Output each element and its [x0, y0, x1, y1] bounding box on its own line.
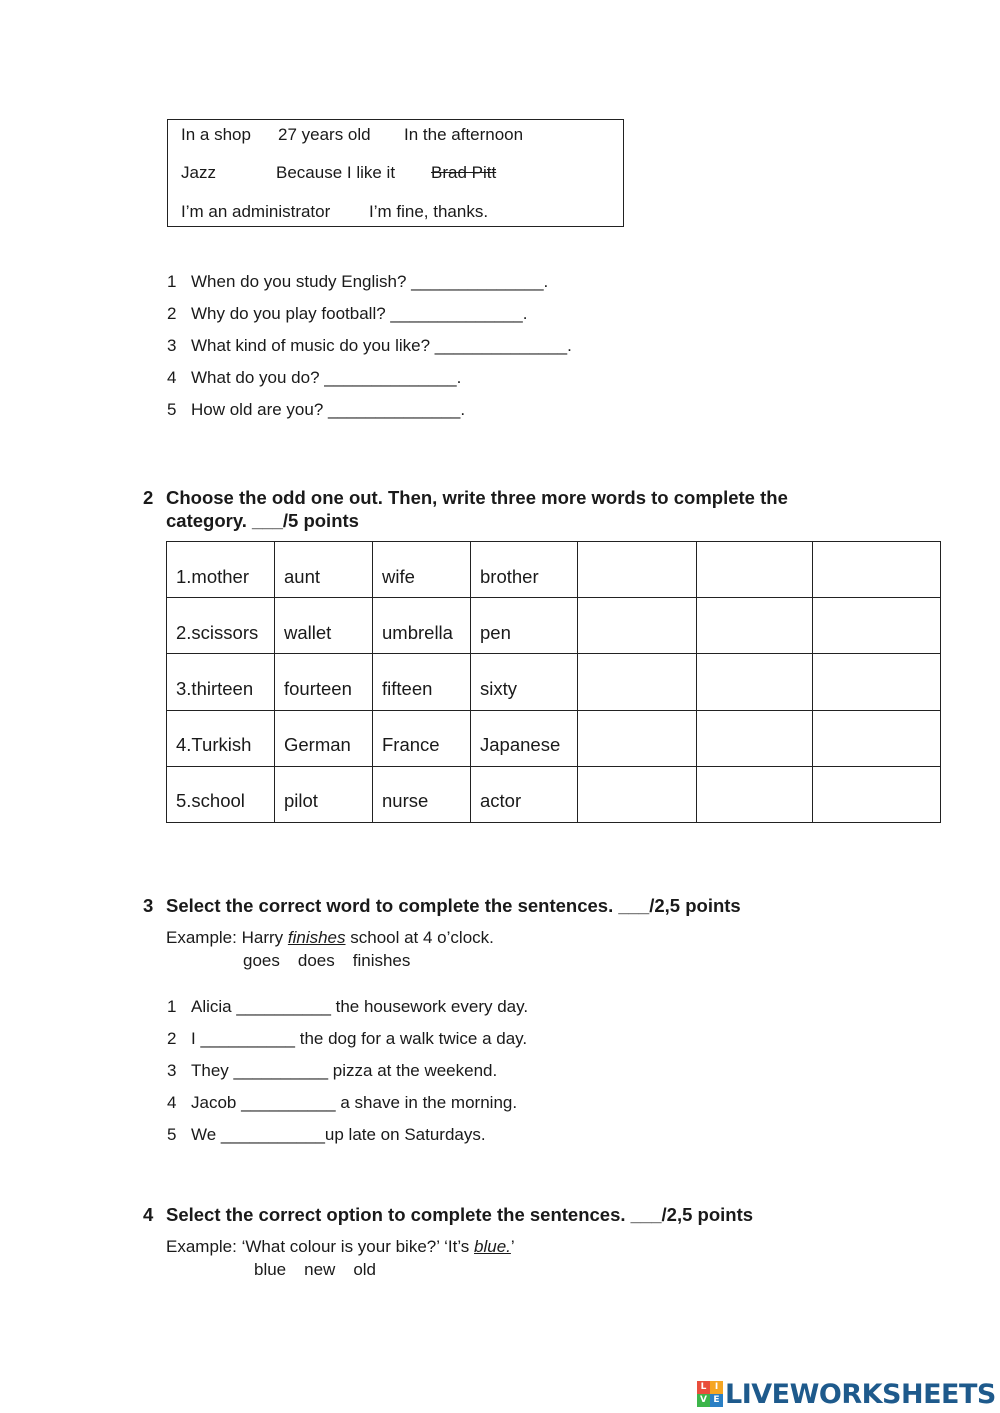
word-box-item: Jazz: [181, 163, 216, 182]
odd-one-out-table: [166, 541, 941, 823]
option-word: does: [297, 951, 335, 970]
option-word: goes: [243, 951, 280, 970]
answer-cell[interactable]: [813, 654, 941, 710]
sentence-line: 3 They __________ pizza at the weekend.: [167, 1061, 498, 1080]
word-box-item-crossed-out: Brad Pitt: [431, 163, 497, 182]
word-box-item: In a shop: [181, 125, 251, 144]
table-cell[interactable]: nurse: [373, 766, 471, 822]
table-cell[interactable]: German: [275, 710, 373, 766]
option-word: new: [304, 1260, 336, 1279]
word-box-item: I’m an administrator: [181, 202, 331, 221]
table-row: [167, 598, 941, 654]
example-answer: blue.: [474, 1237, 511, 1256]
table-cell[interactable]: sixty: [471, 654, 578, 710]
answer-cell[interactable]: [813, 766, 941, 822]
section-4-example-options: [254, 1260, 394, 1280]
answer-cell[interactable]: [578, 654, 697, 710]
answer-cell[interactable]: [578, 598, 697, 654]
logo-text: LIVEWORKSHEETS: [725, 1378, 996, 1410]
answer-cell[interactable]: [813, 598, 941, 654]
answer-cell[interactable]: [697, 710, 813, 766]
table-cell: 5.school: [167, 766, 275, 822]
liveworksheets-logo: [697, 1377, 996, 1411]
sentence-line: 1 Alicia __________ the housework every day.: [167, 997, 529, 1016]
table-cell: 4.Turkish: [167, 710, 275, 766]
table-row: [167, 710, 941, 766]
answer-cell[interactable]: [813, 710, 941, 766]
table-cell[interactable]: umbrella: [373, 598, 471, 654]
table-cell[interactable]: France: [373, 710, 471, 766]
question-line: 2 Why do you play football? ______________.: [167, 304, 528, 323]
word-box-item: In the afternoon: [404, 125, 524, 144]
table-cell[interactable]: pilot: [275, 766, 373, 822]
answer-cell[interactable]: [697, 654, 813, 710]
sentence-line: 2 I __________ the dog for a walk twice a day.: [167, 1029, 528, 1048]
word-box-item: 27 years old: [278, 125, 371, 144]
table-cell[interactable]: aunt: [275, 542, 373, 598]
section-3-heading: 3 Select the correct word to complete the sentences. ___/2,5 points: [143, 895, 741, 916]
table-cell[interactable]: actor: [471, 766, 578, 822]
table-cell: 1.mother: [167, 542, 275, 598]
answer-cell[interactable]: [578, 766, 697, 822]
section-4-example: Example: ‘What colour is your bike?’ ‘It’s blue.’: [166, 1237, 515, 1256]
table-cell: 2.scissors: [167, 598, 275, 654]
option-word: finishes: [352, 951, 411, 970]
answer-cell[interactable]: [578, 542, 697, 598]
section-2-heading: 2 Choose the odd one out. Then, write three more words to complete the: [143, 487, 788, 508]
question-line: 1 When do you study English? ______________.: [167, 272, 549, 291]
section-2-heading-continued: category. ___/5 points: [166, 510, 359, 531]
table-cell[interactable]: fourteen: [275, 654, 373, 710]
table-cell: 3.thirteen: [167, 654, 275, 710]
answer-cell[interactable]: [697, 766, 813, 822]
section-3-example-options: [243, 951, 428, 971]
table-row: [167, 766, 941, 822]
table-cell[interactable]: pen: [471, 598, 578, 654]
table-cell[interactable]: wife: [373, 542, 471, 598]
table-cell[interactable]: wallet: [275, 598, 373, 654]
table-cell[interactable]: fifteen: [373, 654, 471, 710]
table-row: [167, 542, 941, 598]
word-box-item: Because I like it: [276, 163, 396, 182]
option-word: blue: [254, 1260, 287, 1279]
liveworksheets-logo-icon: L I V E: [697, 1381, 723, 1407]
word-box: [167, 119, 624, 227]
answer-cell[interactable]: [697, 542, 813, 598]
table-cell[interactable]: brother: [471, 542, 578, 598]
example-answer: finishes: [287, 928, 346, 947]
option-word: old: [353, 1260, 377, 1279]
answer-cell[interactable]: [578, 710, 697, 766]
table-row: [167, 654, 941, 710]
question-line: 3 What kind of music do you like? ______________.: [167, 336, 572, 355]
answer-cell[interactable]: [697, 598, 813, 654]
word-box-item: I’m fine, thanks.: [369, 202, 489, 221]
sentence-line: 4 Jacob __________ a shave in the morning.: [167, 1093, 518, 1112]
section-3-example: Example: Harry finishes school at 4 o’clock.: [166, 928, 494, 947]
question-line: 4 What do you do? ______________.: [167, 368, 462, 387]
question-line: 5 How old are you? ______________.: [167, 400, 466, 419]
sentence-line: 5 We ___________up late on Saturdays.: [167, 1125, 486, 1144]
answer-cell[interactable]: [813, 542, 941, 598]
section-4-heading: 4 Select the correct option to complete the sentences. ___/2,5 points: [143, 1204, 754, 1225]
table-cell[interactable]: Japanese: [471, 710, 578, 766]
